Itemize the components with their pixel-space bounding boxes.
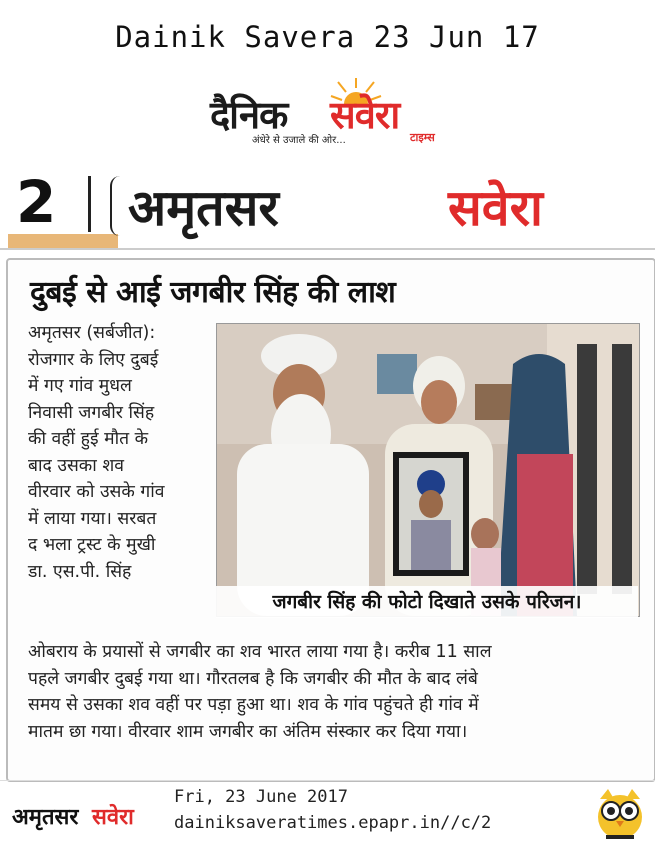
column-line: द भला ट्रस्ट के मुखी — [28, 535, 156, 555]
masthead-divider — [88, 176, 91, 232]
column-line: में गए गांव मुधल — [28, 376, 132, 396]
page-masthead — [0, 168, 655, 250]
owl-icon — [594, 785, 646, 841]
footer-date: Fri, 23 June 2017 — [174, 787, 348, 807]
article-column-text — [28, 320, 218, 585]
page-number-bar — [8, 234, 118, 248]
column-line: निवासी जगबीर सिंह — [28, 402, 155, 423]
logo-savera: सवेरा — [330, 93, 400, 137]
body-line: समय से उसका शव वहीं पर पड़ा हुआ था। शव के गांव पहुंचते ही गांव में — [28, 695, 479, 715]
logo-dainik: दैनिक — [210, 93, 288, 137]
column-line: डा. एस.पी. सिंह — [28, 561, 132, 582]
logo-times: टाइम्स — [410, 131, 435, 144]
article-headline: दुबई से आई जगबीर सिंह की लाश — [30, 275, 396, 310]
column-line: रोजगार के लिए दुबई — [28, 349, 159, 370]
footer-brand-paper: सवेरा — [92, 805, 134, 830]
column-line: वीरवार को उसके गांव — [28, 482, 165, 502]
page-number: 2 — [16, 168, 57, 236]
family-photo-illustration — [217, 324, 639, 616]
footer-brand-city: अमृतसर — [12, 805, 79, 830]
photo-caption: जगबीर सिंह की फोटो दिखाते उसके परिजन। — [216, 586, 638, 618]
column-line: की वहीं हुई मौत के — [28, 429, 149, 449]
body-line: पहले जगबीर दुबई गया था। गौरतलब है कि जगबीर की मौत के बाद लंबे — [28, 668, 478, 689]
column-line: बाद उसका शव — [28, 455, 124, 476]
column-line: में लाया गया। सरबत — [28, 508, 157, 529]
clipping-footer — [0, 780, 655, 847]
logo-tagline: अंधेरे से उजाले की ओर... — [252, 135, 346, 146]
column-line: अमृतसर (सर्बजीत): — [28, 323, 156, 343]
newspaper-logo — [210, 80, 460, 150]
body-line: मातम छा गया। वीरवार शाम जगबीर का अंतिम संस्कार कर दिया गया। — [28, 721, 468, 742]
article-body-text — [28, 639, 638, 745]
article-photo — [216, 323, 640, 617]
clipping-header: Dainik Savera 23 Jun 17 — [115, 20, 540, 54]
body-line: ओबराय के प्रयासों से जगबीर का शव भारत लाया गया है। करीब 11 साल — [28, 642, 492, 662]
masthead-city: अमृतसर — [128, 179, 279, 237]
masthead-paper: सवेरा — [448, 179, 543, 237]
footer-url[interactable]: dainiksaveratimes.epapr.in//c/2 — [174, 813, 492, 833]
masthead-bracket — [110, 176, 122, 236]
